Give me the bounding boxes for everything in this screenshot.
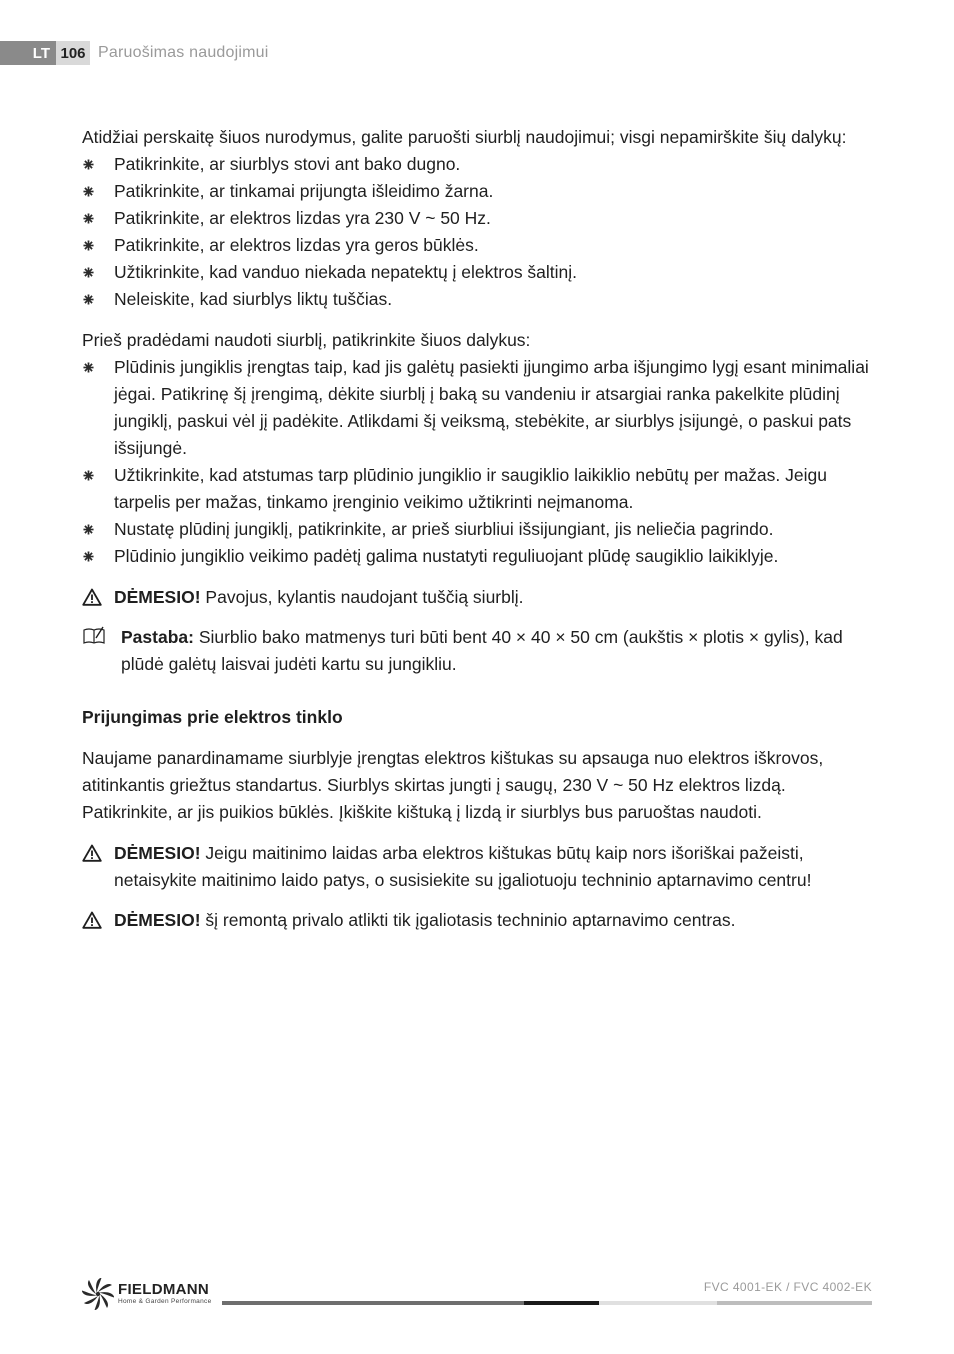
- list-item: [82, 516, 872, 543]
- fan-logo-icon: [82, 1278, 114, 1310]
- list-item: [82, 232, 872, 259]
- warning-text: Pavojus, kylantis naudojant tuščią siurblį.: [200, 587, 524, 607]
- page-header: [0, 41, 269, 65]
- brand-name: FIELDMANN: [118, 1281, 210, 1298]
- warning-text: Jeigu maitinimo laidas arba elektros kištukas būtų kaip nors išoriškai pažeisti, netaisykite maitinimo laido patys, o susisiekite su įgaliotuoju techninio aptarnavimo centru!: [114, 843, 812, 890]
- list-item-text: Plūdinis jungiklis įrengtas taip, kad jis galėtų pasiekti įjungimo arba išjungimo lygį esant minimaliai jėgai. Patikrinę šį įrengimą, dėkite siurblį į baką su vandeniu ir atsargiai ranka pakelkite plūdinį jungiklį, paskui vėl jį padėkite. Atlikdami šį veiksmą, stebėkite, ar siurblys įsijungė, o paskui pats išsijungė.: [114, 357, 869, 458]
- warning-triangle-icon: [82, 911, 102, 929]
- page-number: 106: [56, 41, 90, 65]
- brand-logo: [82, 1278, 211, 1310]
- list-item-text: Nustatę plūdinį jungiklį, patikrinkite, ar prieš siurbliui išsijungiant, jis neliečia pagrindo.: [114, 519, 774, 539]
- note-tank-size: [82, 624, 872, 678]
- bullet-icon: [83, 159, 94, 170]
- before-use-intro: Prieš pradėdami naudoti siurblį, patikrinkite šiuos dalykus:: [82, 330, 531, 350]
- before-use-list: [82, 354, 872, 570]
- bullet-icon: [83, 551, 94, 562]
- note-text: Siurblio bako matmenys turi būti bent 40 × 40 × 50 cm (aukštis × plotis × gylis), kad plūdė galėtų laisvai judėti kartu su jungikliu.: [121, 627, 843, 674]
- language-code: LT: [0, 41, 56, 65]
- bullet-icon: [83, 213, 94, 224]
- footer-rule: [222, 1301, 872, 1305]
- bullet-icon: [83, 294, 94, 305]
- warning-text: šį remontą privalo atlikti tik įgaliotasis techninio aptarnavimo centras.: [200, 910, 736, 930]
- list-item-text: Patikrinkite, ar elektros lizdas yra 230 V ~ 50 Hz.: [114, 208, 491, 228]
- note-book-icon: [82, 626, 106, 646]
- list-item: [82, 205, 872, 232]
- brand-tagline: Home & Garden Performance: [118, 1298, 212, 1305]
- list-item-text: Neleiskite, kad siurblys liktų tuščias.: [114, 289, 393, 309]
- list-item: [82, 354, 872, 462]
- bullet-icon: [83, 267, 94, 278]
- list-item: [82, 151, 872, 178]
- warning-damaged-cord: [82, 840, 872, 894]
- list-item: [82, 286, 872, 313]
- note-label: Pastaba:: [121, 627, 194, 647]
- warning-triangle-icon: [82, 588, 102, 606]
- page-content: [82, 124, 872, 947]
- list-item: [82, 543, 872, 570]
- list-item-text: Patikrinkite, ar tinkamai prijungta išleidimo žarna.: [114, 181, 494, 201]
- list-item: [82, 178, 872, 205]
- section-title: Paruošimas naudojimui: [98, 44, 269, 61]
- intro-paragraph: Atidžiai perskaitę šiuos nurodymus, galite paruošti siurblį naudojimui; visgi nepamirškite šių dalykų:: [82, 127, 847, 147]
- list-item-text: Užtikrinkite, kad vanduo niekada nepatektų į elektros šaltinį.: [114, 262, 578, 282]
- warning-empty-pump: [82, 584, 872, 611]
- warning-authorized-repair: [82, 907, 872, 934]
- warning-label: DĖMESIO!: [114, 587, 201, 607]
- warning-triangle-icon: [82, 844, 102, 862]
- list-item-text: Patikrinkite, ar elektros lizdas yra geros būklės.: [114, 235, 479, 255]
- check-list: [82, 151, 872, 313]
- bullet-icon: [83, 362, 94, 373]
- bullet-icon: [83, 186, 94, 197]
- list-item-text: Patikrinkite, ar siurblys stovi ant bako dugno.: [114, 154, 461, 174]
- model-number: FVC 4001-EK / FVC 4002-EK: [703, 1280, 872, 1294]
- bullet-icon: [83, 470, 94, 481]
- list-item-text: Plūdinio jungiklio veikimo padėtį galima nustatyti reguliuojant plūdę saugiklio laikiklyje.: [114, 546, 779, 566]
- warning-label: DĖMESIO!: [114, 910, 201, 930]
- list-item: [82, 462, 872, 516]
- section-heading: Prijungimas prie elektros tinklo: [82, 707, 343, 727]
- bullet-icon: [83, 524, 94, 535]
- warning-label: DĖMESIO!: [114, 843, 201, 863]
- list-item-text: Užtikrinkite, kad atstumas tarp plūdinio jungiklio ir saugiklio laikiklio nebūtų per mažas. Jeigu tarpelis per mažas, tinkamo įrenginio veikimo užtikrinti neįmanoma.: [114, 465, 827, 512]
- bullet-icon: [83, 240, 94, 251]
- list-item: [82, 259, 872, 286]
- section-paragraph: Naujame panardinamame siurblyje įrengtas elektros kištukas su apsauga nuo elektros iškrovos, atitinkantis griežtus standartus. Siurblys skirtas jungti į saugų, 230 V ~ 50 Hz elektros lizdą. Patikrinkite, ar jis puikios būklės. Įkiškite kištuką į lizdą ir siurblys bus paruoštas naudoti.: [82, 748, 824, 822]
